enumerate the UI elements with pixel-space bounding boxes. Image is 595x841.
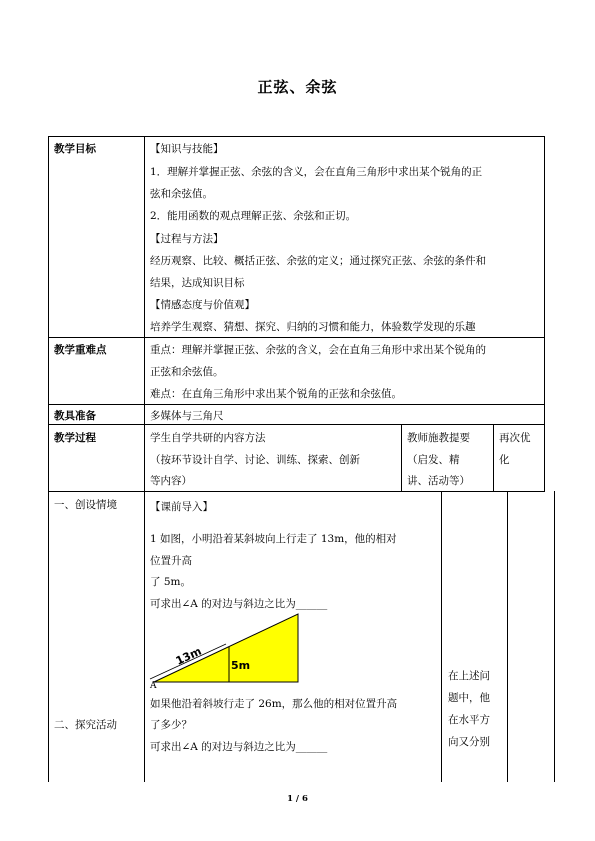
- table-right-border: [544, 136, 545, 492]
- row-divider: [48, 491, 545, 492]
- section-heading-2: 二、探究活动: [54, 719, 117, 731]
- height-label: 5m: [231, 659, 251, 672]
- followup-line: 可求出∠A 的对边与斜边之比为______: [150, 741, 328, 753]
- process-col3-line: 再次优: [499, 432, 531, 444]
- objectives-line: 【过程与方法】: [150, 233, 224, 245]
- process-col2-line: 讲、活动等）: [407, 475, 470, 487]
- problem-line: 可求出∠A 的对边与斜边之比为______: [150, 598, 328, 610]
- table-top-border: [48, 136, 545, 137]
- row-divider: [48, 337, 545, 338]
- teacher-note-line: 在水平方: [448, 714, 490, 726]
- objectives-line: 2．能用函数的观点理解正弦、余弦和正切。: [150, 210, 357, 222]
- intro-header: 【课前导入】: [150, 501, 213, 513]
- objectives-line: 弦和余弦值。: [150, 188, 213, 200]
- key-points-line: 正弦和余弦值。: [150, 366, 224, 378]
- tools-value: 多媒体与三角尺: [150, 410, 224, 422]
- table-left-border: [48, 136, 49, 492]
- slope-triangle: [154, 614, 298, 682]
- tools-label: 教具准备: [54, 410, 96, 422]
- process-col2-line: （启发、精: [407, 454, 460, 466]
- section-heading-1: 一、创设情境: [54, 499, 117, 511]
- problem-line: 了 5m。: [150, 576, 191, 588]
- objectives-line: 结果，达成知识目标: [150, 277, 245, 289]
- problem-line: 位置升高: [150, 555, 192, 567]
- slope-triangle-figure: [146, 608, 306, 688]
- vertex-a-label: A: [150, 681, 157, 688]
- objectives-line: 经历观察、比较、概括正弦、余弦的定义；通过探究正弦、余弦的条件和: [150, 255, 486, 267]
- page-number: 1 / 6: [287, 794, 308, 804]
- problem-line: 1 如图，小明沿着某斜坡向上行走了 13m，他的相对: [150, 533, 397, 545]
- process-column-divider: [493, 424, 494, 492]
- teacher-note-line: 题中，他: [448, 692, 490, 704]
- followup-line: 了多少？: [150, 719, 192, 731]
- key-points-line: 重点：理解并掌握正弦、余弦的含义，会在直角三角形中求出某个锐角的: [150, 344, 486, 356]
- row-divider: [48, 424, 545, 425]
- lower-column-divider: [507, 491, 508, 782]
- process-col3-line: 化: [499, 454, 510, 466]
- key-points-label: 教学重难点: [54, 344, 107, 356]
- page-title: 正弦、余弦: [257, 78, 338, 96]
- teacher-note-line: 向又分别: [448, 736, 490, 748]
- lower-column-divider: [144, 491, 145, 782]
- label-column-divider: [144, 136, 145, 492]
- objectives-label: 教学目标: [54, 143, 96, 155]
- process-col1-line: 学生自学共研的内容方法: [150, 432, 266, 444]
- hypotenuse-label: 13m: [173, 644, 204, 668]
- objectives-line: 【情感态度与价值观】: [150, 299, 255, 311]
- lower-right-border: [554, 491, 555, 782]
- objectives-line: 1．理解并掌握正弦、余弦的含义，会在直角三角形中求出某个锐角的正: [150, 166, 483, 178]
- process-col1-line: 等内容）: [150, 475, 192, 487]
- key-points-line: 难点：在直角三角形中求出某个锐角的正弦和余弦值。: [150, 388, 402, 400]
- lower-left-border: [48, 491, 49, 782]
- objectives-line: 培养学生观察、猜想、探究、归纳的习惯和能力，体验数学发现的乐趣: [150, 321, 476, 333]
- process-col1-line: （按环节设计自学、讨论、训练、探索、创新: [150, 454, 360, 466]
- lower-column-divider: [441, 491, 442, 782]
- process-col2-line: 教师施教提要: [407, 432, 470, 444]
- process-label: 教学过程: [54, 432, 96, 444]
- objectives-line: 【知识与技能】: [150, 143, 224, 155]
- row-divider: [48, 404, 545, 405]
- followup-line: 如果他沿着斜坡行走了 26m，那么他的相对位置升高: [150, 698, 398, 710]
- teacher-note-line: 在上述问: [448, 670, 490, 682]
- process-column-divider: [401, 424, 402, 492]
